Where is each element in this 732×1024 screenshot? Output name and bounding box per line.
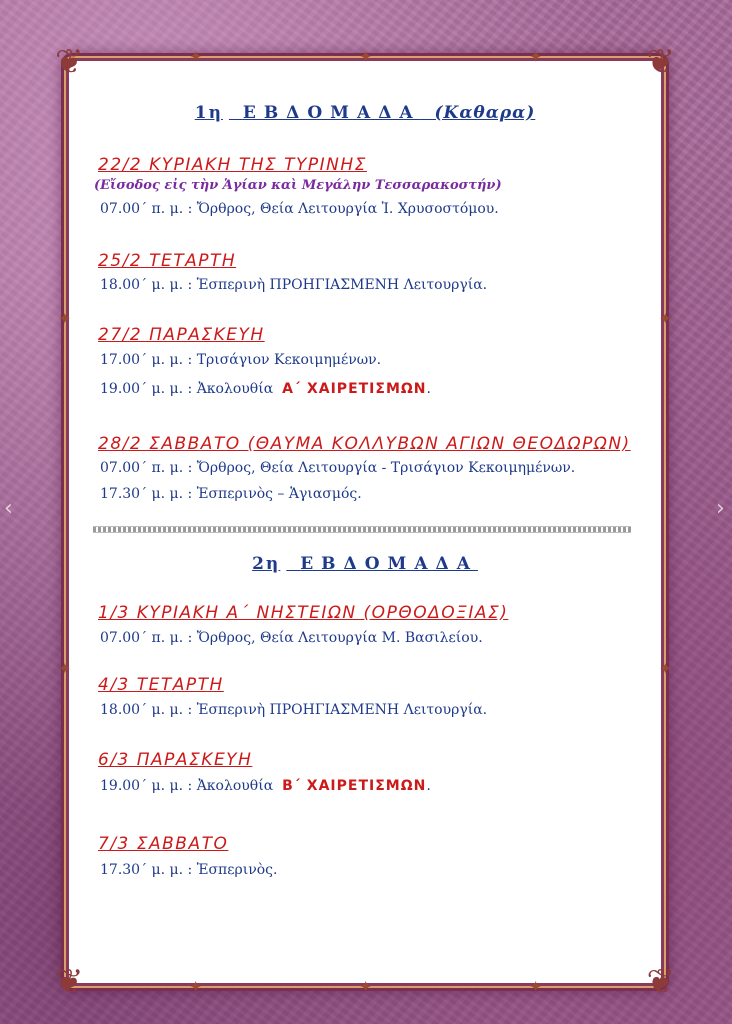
chevron-left-icon[interactable]: ‹ (4, 496, 13, 521)
day-heading: 25/2 ΤΕΤΑΡΤΗ (98, 251, 237, 271)
schedule-line: 17.30΄ μ. μ. : Ἑσπερινὸς – Ἁγιασμός. (100, 486, 362, 502)
schedule-line: 17.00΄ μ. μ. : Τρισάγιον Κεκοιμημένων. (100, 352, 382, 368)
corner-ornament-icon: ❦ (646, 42, 675, 82)
day-heading: 27/2 ΠΑΡΑΣΚΕΥΗ (98, 325, 265, 345)
entry-note: (Εἴσοδος εἰς τὴν Ἁγίαν καὶ Μεγάλην Τεσσαρακοστήν) (94, 178, 502, 193)
highlight-red-text: Β΄ ΧΑΙΡΕΤΙΣΜΩΝ (282, 778, 427, 794)
highlight-text: 19.00΄ μ. μ. : Ἀκολουθία (100, 778, 274, 794)
day-heading: 1/3 ΚΥΡΙΑΚΗ Α΄ ΝΗΣΤΕΙΩΝ (ΟΡΘΟΔΟΞΙΑΣ) (98, 603, 509, 623)
fleuron-icon: ✦ (189, 47, 203, 66)
fleuron-icon: ✦ (658, 309, 672, 328)
fleuron-icon: ✦ (658, 659, 672, 678)
fleuron-icon: ✦ (58, 659, 72, 678)
highlight-red-text: Α΄ ΧΑΙΡΕΤΙΣΜΩΝ (282, 381, 427, 397)
schedule-line: 18.00΄ μ. μ. : Ἑσπερινὴ ΠΡΟΗΓΙΑΣΜΕΝΗ Λειτουργία. (100, 702, 488, 718)
week2-heading: ΕΒΔΟΜΑΔΑ (300, 554, 478, 574)
schedule-line-highlight (100, 381, 431, 397)
corner-ornament-icon: ❦ (646, 962, 675, 1002)
week1-number: 1η (194, 103, 223, 123)
chevron-right-icon[interactable]: › (716, 496, 725, 521)
highlight-text: 19.00΄ μ. μ. : Ἀκολουθία (100, 381, 274, 397)
corner-ornament-icon: ❦ (55, 962, 84, 1002)
fleuron-icon: ✦ (359, 47, 373, 66)
schedule-line: 18.00΄ μ. μ. : Ἑσπερινὴ ΠΡΟΗΓΙΑΣΜΕΝΗ Λειτουργία. (100, 277, 488, 293)
schedule-frame (55, 42, 675, 1002)
week1-subtitle: (Καθαρα) (434, 103, 536, 123)
week1-title (69, 103, 661, 123)
day-heading: 22/2 ΚΥΡΙΑΚΗ ΤΗΣ ΤΥΡΙΝΗΣ (98, 155, 367, 175)
fleuron-icon: ✦ (189, 977, 203, 996)
schedule-line: 07.00΄ π. μ. : Ὄρθρος, Θεία Λειτουργία Ἰ. Χρυσοστόμου. (100, 201, 499, 217)
fleuron-icon: ✦ (529, 47, 543, 66)
day-heading: 4/3 ΤΕΤΑΡΤΗ (98, 675, 224, 695)
week1-heading: ΕΒΔΟΜΑΔΑ (242, 103, 421, 123)
section-divider (93, 526, 631, 533)
schedule-line-highlight (100, 778, 431, 794)
schedule-line: 07.00΄ π. μ. : Ὄρθρος, Θεία Λειτουργία Μ. Βασιλείου. (100, 630, 483, 646)
highlight-end: . (426, 381, 431, 397)
fleuron-icon: ✦ (58, 309, 72, 328)
schedule-line: 07.00΄ π. μ. : Ὄρθρος, Θεία Λειτουργία - Τρισάγιον Κεκοιμημένων. (100, 460, 576, 476)
highlight-end: . (426, 778, 431, 794)
day-heading: 28/2 ΣΑΒΒΑΤΟ (ΘΑΥΜΑ ΚΟΛΛΥΒΩΝ ΑΓΙΩΝ ΘΕΟΔΩΡΩΝ) (98, 434, 631, 454)
corner-ornament-icon: ❦ (55, 42, 84, 82)
week2-title (69, 554, 661, 574)
day-heading: 6/3 ΠΑΡΑΣΚΕΥΗ (98, 750, 253, 770)
schedule-line: 17.30΄ μ. μ. : Ἑσπερινὸς. (100, 862, 278, 878)
fleuron-icon: ✦ (529, 977, 543, 996)
fleuron-icon: ✦ (359, 977, 373, 996)
day-heading: 7/3 ΣΑΒΒΑΤΟ (98, 834, 229, 854)
week2-number: 2η (252, 554, 281, 574)
